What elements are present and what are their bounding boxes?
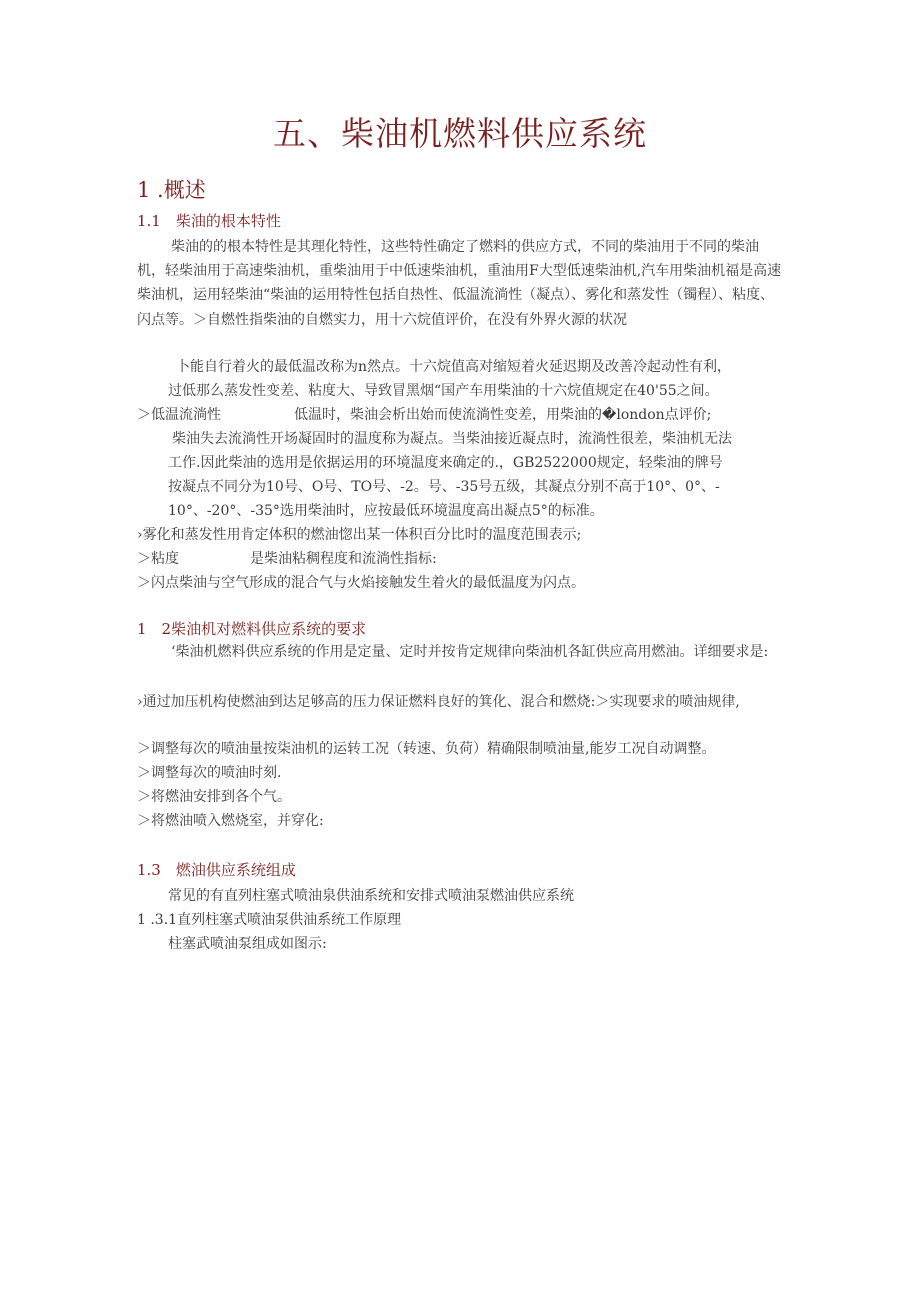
section-heading-overview: 1 .概述 [137, 178, 206, 202]
requirement-item: ›通过加压机构使燃油到达足够高的压力保证燃料良好的箕化、混合和燃烧:＞实现要求的喷油规律, [137, 694, 740, 710]
paragraph-line: 按凝点不同分为10号、O号、TO号、-2。号、-35号五级，其凝点分别不高于10°、0°、- [168, 479, 720, 495]
atomization-line: ›雾化和蒸发性用肯定体积的燃油惚出某一体积百分比时的温度范围表示; [137, 527, 582, 543]
flash-point-line: ＞闪点柴油与空气形成的混合气与火焰接触发生着火的最低温度为闪点。 [137, 575, 585, 591]
page-title: 五、柴油机燃料供应系统 [273, 114, 647, 153]
paragraph-line: 常见的有直列柱塞式喷油泉供油系统和安排式喷油泵燃油供应系统 [168, 888, 574, 904]
paragraph-line: 柱塞武喷油泵组成如图示: [168, 936, 327, 952]
section-heading-requirements: 1 2柴油机对燃料供应系统的要求 [137, 620, 367, 638]
requirement-item: ＞将燃油喷入燃烧室，并穿化: [137, 813, 324, 829]
subsection-heading-inline-pump: 1 .3.1直列柱塞式喷油泵供油系统工作原理 [137, 912, 402, 928]
paragraph-line: 柴油失去流淌性开场凝固时的温度称为凝点。当柴油接近凝点时，流淌性很差，柴油机无法 [172, 431, 732, 447]
paragraph-line: 10°、-20°、-35°选用柴油时，应按最低环境温度高出凝点5°的标准。 [168, 503, 604, 519]
paragraph-line: 工作.因此柴油的选用是依据运用的环境温度来确定的.，GB2522000规定，轻柴油的牌号 [168, 455, 723, 471]
section-heading-system-composition: 1.3 燃油供应系统组成 [137, 861, 296, 879]
requirement-item: ＞调整每次的喷油时刻. [137, 765, 282, 781]
requirement-item: ＞调整每次的喷油量按柒油机的运转工况（转速、负荷）精确限制喷油量,能岁工况自动调整。 [137, 741, 716, 757]
subsection-heading-diesel-properties: 1.1 柴油的根本特性 [137, 212, 281, 230]
viscosity-text: 是柴油粘稠程度和流淌性指标: [250, 551, 437, 567]
requirement-item: ＞将燃油安排到各个气。 [137, 789, 291, 805]
low-temp-label: ＞低温流淌性 [137, 407, 221, 423]
low-temp-text: 低温时，柴油会析出始而使流淌性变差，用柴油的�london点评价; [294, 407, 712, 423]
paragraph-line: 卜能自行着火的最低温改称为n然点。十六烷值高对缩短着火延迟期及改善冷起动性有利， [176, 359, 732, 375]
viscosity-label: ＞粘度 [137, 551, 179, 567]
paragraph-diesel-properties: 柴油的的根本特性是其理化特性，这些特性确定了燃料的供应方式，不同的柴油用于不同的柴油机，轻柴油用于高速柴油机，重柴油用于中低速柴油机，重油用F大型低速柴油机,汽车用柴油机福是高速柴油机，运用轻柴油“柴油的运用特性包括自热性、低温流淌性（凝点）、雾化和蒸发性（镯程）、粘度、闪点等。＞自燃性指柴油的自燃实力，用十六烷值评价，在没有外界火源的状况 [137, 239, 782, 328]
paragraph-line: 过低那么蒸发性变差、粘度大、导致冒黑烟“国产车用柴油的十六烷值规定在40'55之间。 [168, 383, 719, 399]
paragraph-requirements-intro: ‘柴油机燃料供应系统的作用是定量、定时并按肯定规律向柴油机各缸供应高用燃油。详细要求是: [171, 644, 769, 660]
